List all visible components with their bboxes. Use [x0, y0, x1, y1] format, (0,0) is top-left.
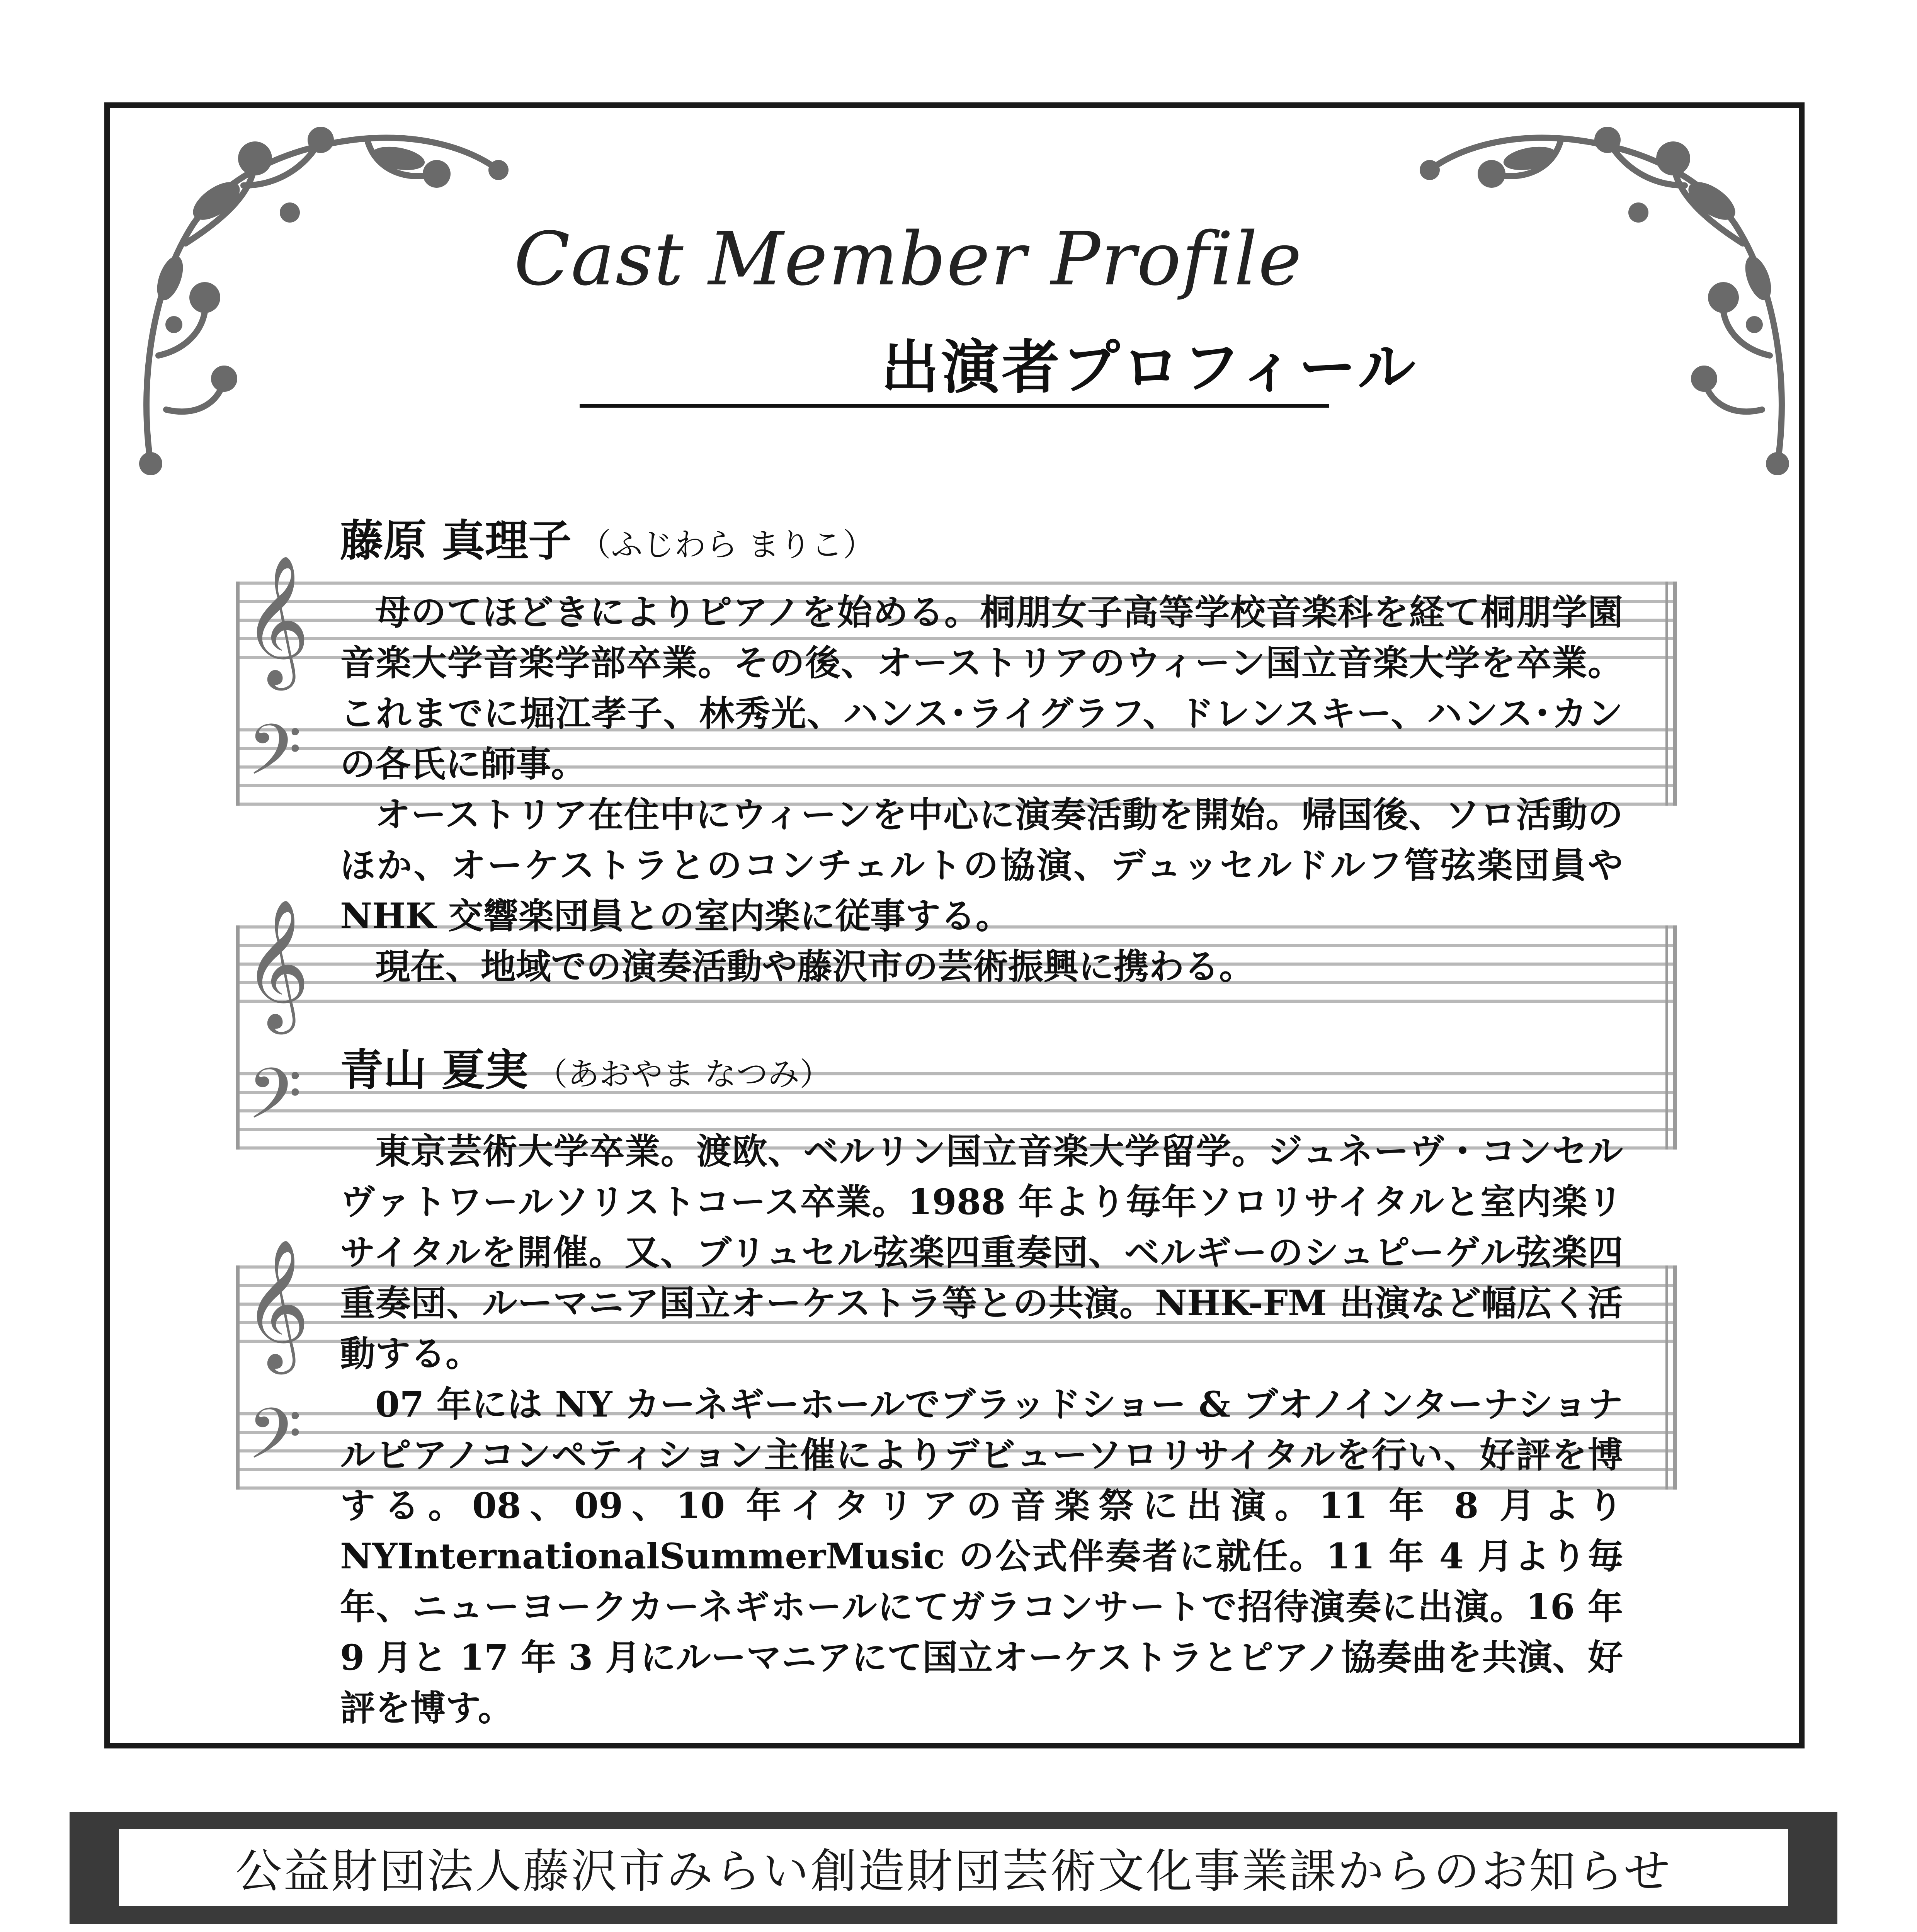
- flourish-left-ornament: [128, 116, 514, 495]
- performer-name: [340, 1036, 831, 1098]
- performer-name-text: 藤原 真理子: [340, 515, 572, 566]
- bio-paragraph: 東京芸術大学卒業。渡欧、ベルリン国立音楽大学留学。ジュネーヴ・コンセルヴァトワールソリストコース卒業。1988 年より毎年ソロリサイタルと室内楽リサイタルを開催。又、ブリュセル弦楽四重奏団、ベルギーのシュピーゲル弦楽四重奏団、ルーマニア国立オーケストラ等との共演。NHK-FM 出演など幅広く活動する。: [340, 1131, 1623, 1374]
- script-title: Cast Member Profile: [514, 216, 1303, 302]
- performer-bio: [340, 587, 1623, 992]
- performer-bio: [340, 1126, 1623, 1734]
- performer-name-text: 青山 夏実: [340, 1045, 528, 1095]
- bio-paragraph: 現在、地域での演奏活動や藤沢市の芸術振興に携わる。: [375, 946, 1255, 987]
- profile-title: 出演者プロフィール: [881, 333, 1418, 401]
- performer-name: [340, 506, 874, 568]
- flourish-right-ornament: [1414, 116, 1801, 495]
- performer-name-kana: （あおやま なつみ）: [536, 1056, 832, 1093]
- treble-clef-icon: 𝄞: [243, 898, 310, 1029]
- treble-clef-icon: 𝄞: [243, 1238, 310, 1369]
- performer-name-kana: （ふじわら まりこ）: [579, 527, 875, 563]
- bass-clef-icon: 𝄢: [247, 709, 302, 808]
- notice-banner: 公益財団法人藤沢市みらい創造財団芸術文化事業課からのお知らせ: [116, 1826, 1791, 1909]
- title-underline: [580, 404, 1329, 408]
- bass-clef-icon: 𝄢: [247, 1393, 302, 1492]
- bass-clef-icon: 𝄢: [247, 1053, 302, 1152]
- bio-paragraph: 07 年には NY カーネギーホールでブラッドショー & ブオノインターナショナルピアノコンペティション主催によりデビューソロリサイタルを行い、好評を博する。08、09、10 年イタリアの音楽祭に出演。11 年 8 月より NYInternationalSummerMusic の公式伴奏者に就任。11 年 4 月より毎年、ニューヨークカーネギホールにてガラコンサートで招待演奏に出演。16 年 9 月と 17 年 3 月にルーマニアにて国立オーケストラとピアノ協奏曲を共演、好評を博す。: [340, 1384, 1623, 1729]
- bio-paragraph: 母のてほどきによりピアノを始める。桐朋女子高等学校音楽科を経て桐朋学園音楽大学音楽学部卒業。その後、オーストリアのウィーン国立音楽大学を卒業。これまでに堀江孝子、林秀光、ハンス･ライグラフ、ドレンスキー、ハンス･カンの各氏に師事。: [340, 592, 1623, 785]
- bio-paragraph: オーストリア在住中にウィーンを中心に演奏活動を開始。帰国後、ソロ活動のほか、オーケストラとのコンチェルトの協演、デュッセルドルフ管弦楽団員や NHK 交響楽団員との室内楽に従事する。: [340, 794, 1623, 937]
- treble-clef-icon: 𝄞: [243, 554, 310, 685]
